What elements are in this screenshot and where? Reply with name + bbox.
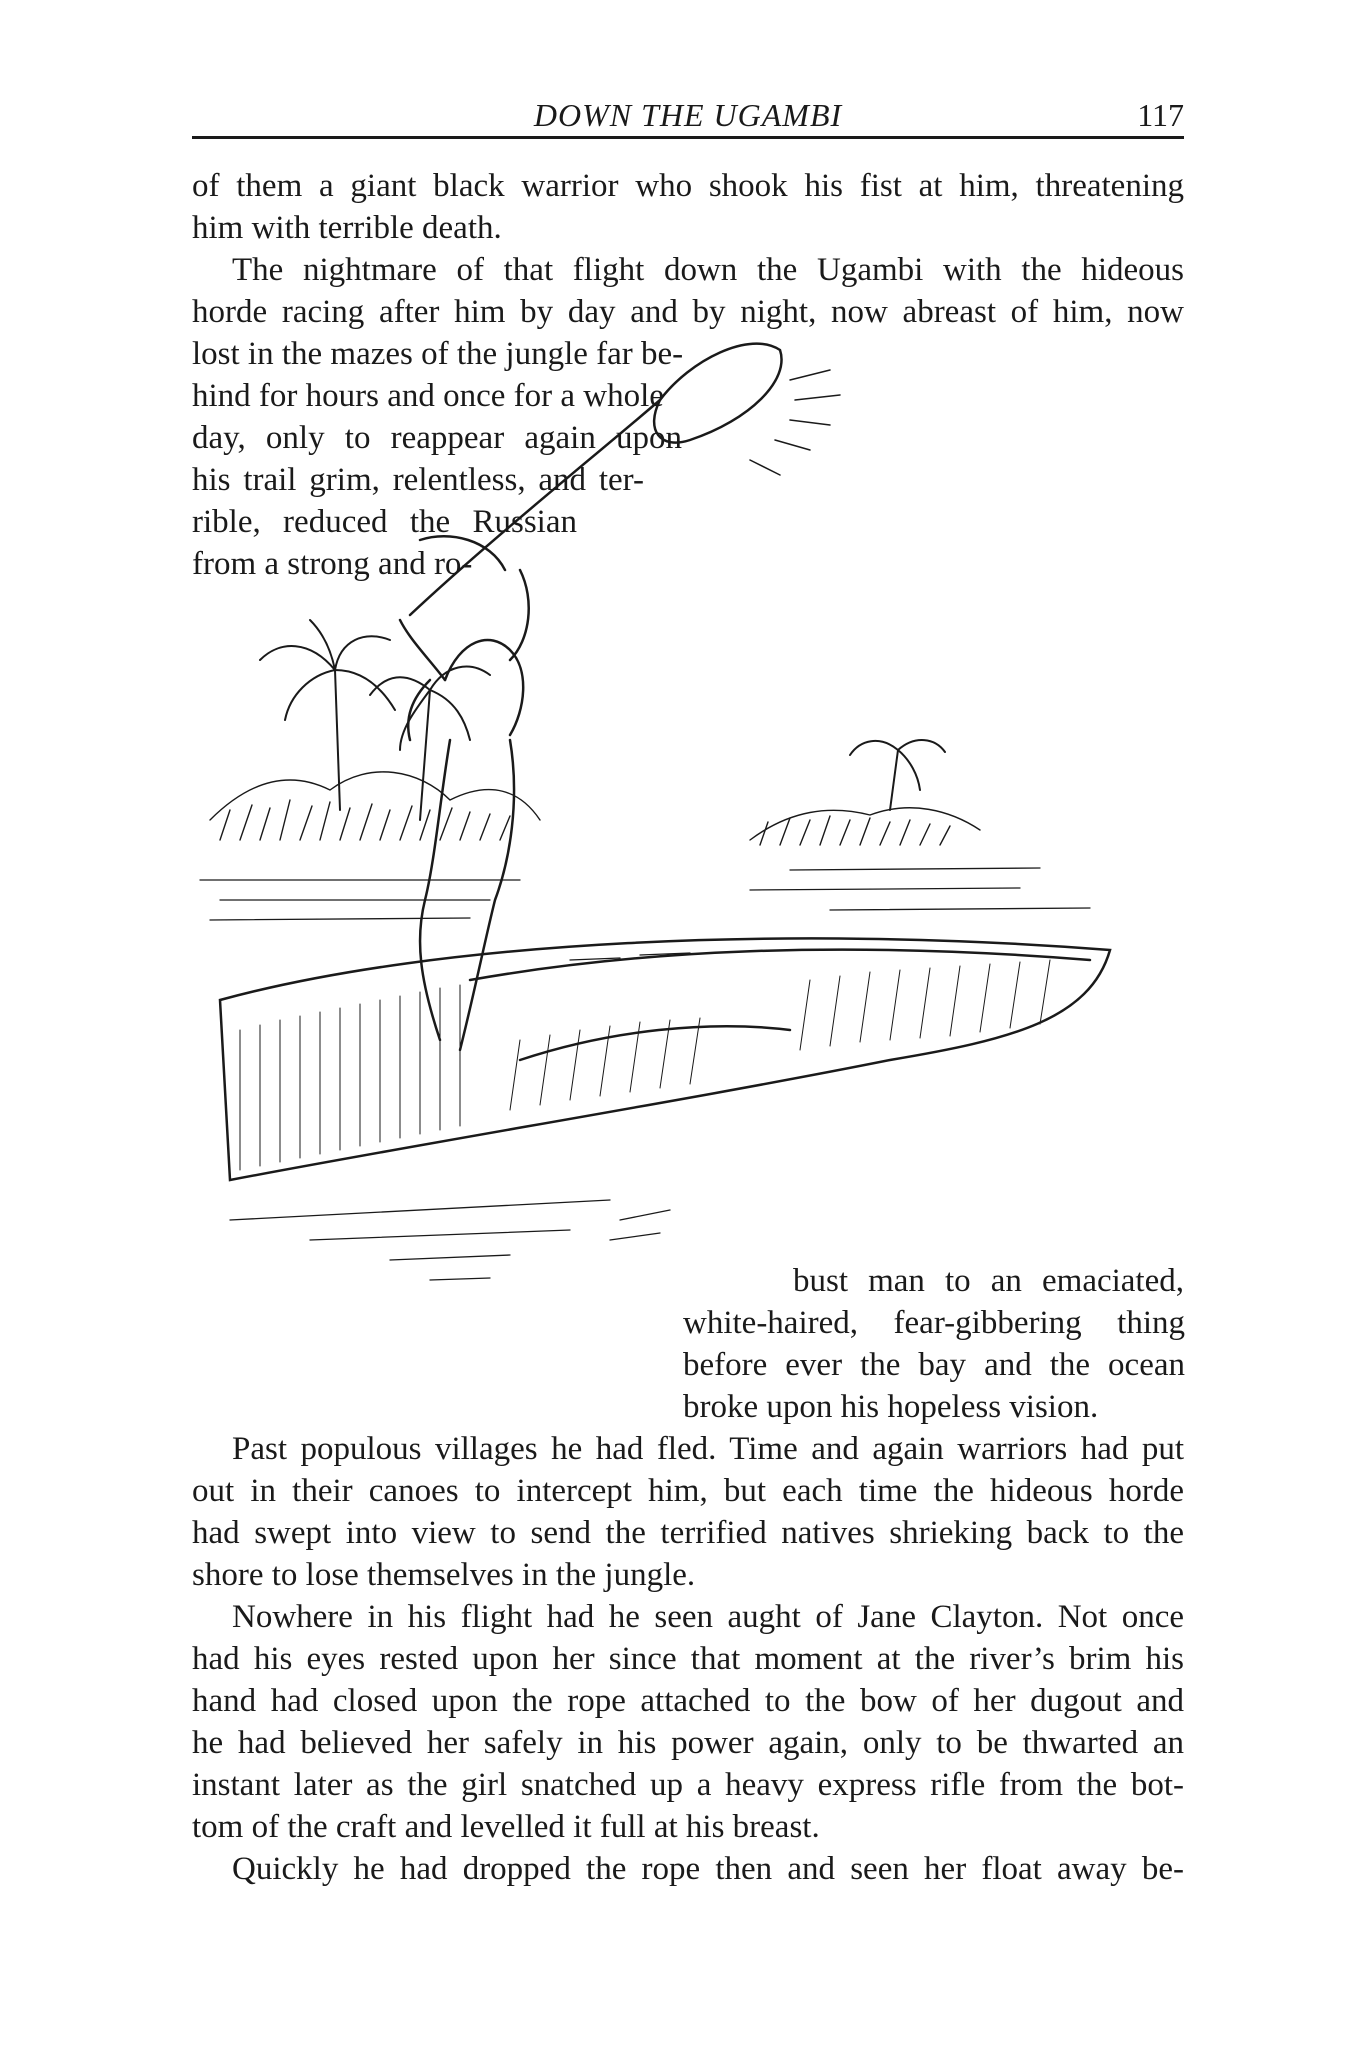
text-line: had swept into view to send the terrified natives shrieking back to the: [192, 1515, 1184, 1551]
water-lines: [200, 868, 1090, 960]
paddle: [410, 344, 782, 615]
text-line: horde racing after him by day and by night, now abreast of him, now: [192, 294, 1184, 330]
canoe-hatching: [240, 960, 1050, 1170]
text-line: Nowhere in his flight had he seen aught of Jane Clayton. Not once: [232, 1599, 1184, 1635]
running-head: [192, 92, 1184, 138]
text-line: out in their canoes to intercept him, but each time the hideous horde: [192, 1473, 1184, 1509]
text-line: bust man to an emaciated,: [793, 1263, 1184, 1299]
header-rule: [192, 136, 1184, 139]
text-line: Past populous villages he had fled. Time and again warriors had put: [232, 1431, 1184, 1467]
text-line: hand had closed upon the rope attached to the bow of her dugout and: [192, 1683, 1184, 1719]
text-line: The nightmare of that flight down the Ugambi with the hideous: [232, 252, 1184, 288]
text-line: lost in the mazes of the jungle far be-: [192, 336, 684, 372]
illustration-man-in-canoe: [190, 340, 1180, 1350]
text-line: had his eyes rested upon her since that moment at the river’s brim his: [192, 1641, 1184, 1677]
text-line: rible, reduced the Russian: [192, 504, 577, 540]
text-line: Quickly he had dropped the rope then and seen her float away be-: [232, 1851, 1184, 1887]
text-line: his trail grim, relentless, and ter-: [192, 462, 644, 498]
shore-foliage: [210, 772, 980, 845]
running-title: DOWN THE UGAMBI: [533, 97, 843, 133]
reflection-lines: [230, 1200, 670, 1280]
text-line: of them a giant black warrior who shook his fist at him, threatening: [192, 168, 1184, 204]
page-number: 117: [1137, 97, 1184, 133]
text-line: instant later as the girl snatched up a heavy express rifle from the bot-: [192, 1767, 1184, 1803]
text-line: day, only to reappear again upon: [192, 420, 682, 456]
text-line: broke upon his hopeless vision.: [683, 1389, 1099, 1425]
motion-lines: [750, 370, 840, 475]
text-line: from a strong and ro-: [192, 546, 473, 582]
text-line: shore to lose themselves in the jungle.: [192, 1557, 696, 1593]
text-line: tom of the craft and levelled it full at his breast.: [192, 1809, 820, 1845]
canoe: [220, 938, 1110, 1180]
text-line: he had believed her safely in his power again, only to be thwarted an: [192, 1725, 1184, 1761]
text-line: white-haired, fear-gibbering thing: [683, 1305, 1185, 1341]
text-line: before ever the bay and the ocean: [683, 1347, 1185, 1383]
text-line: hind for hours and once for a whole: [192, 378, 664, 414]
palm-trees: [260, 620, 945, 820]
text-line: him with terrible death.: [192, 210, 502, 246]
